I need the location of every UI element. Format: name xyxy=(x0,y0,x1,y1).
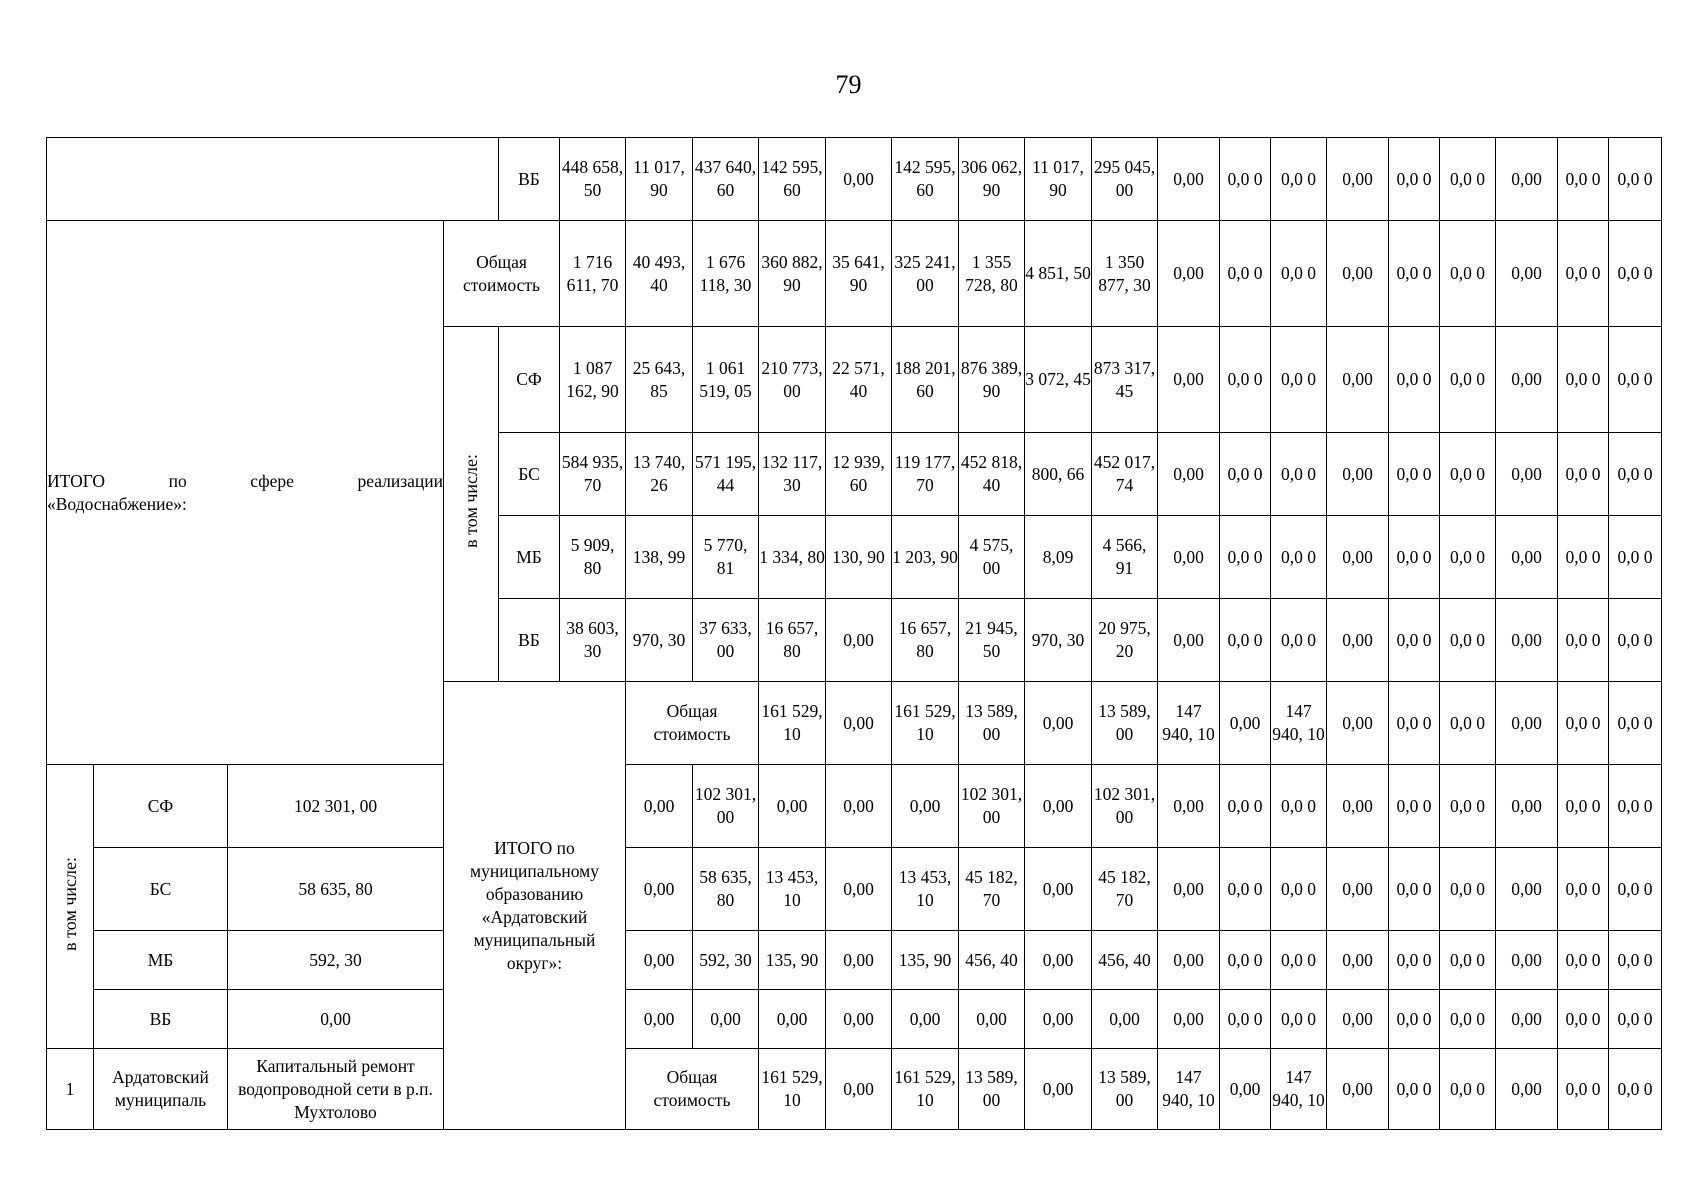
value-cell: 0,0 0 xyxy=(1558,138,1609,221)
value-cell: 0,0 0 xyxy=(1271,931,1327,990)
budget-source-label: СФ xyxy=(499,327,560,433)
value-cell: 0,00 xyxy=(826,599,892,682)
table-row xyxy=(47,138,1662,221)
value-cell: 0,00 xyxy=(826,848,892,931)
value-cell: 0,00 xyxy=(826,765,892,848)
value-cell: 0,0 0 xyxy=(1220,433,1271,516)
value-cell: 0,0 0 xyxy=(1440,990,1496,1049)
value-cell: 161 529, 10 xyxy=(892,682,959,765)
value-cell: 0,0 0 xyxy=(1220,765,1271,848)
budget-source-label: Общая стоимость xyxy=(626,682,759,765)
value-cell: 13 589, 00 xyxy=(1092,1049,1158,1130)
value-cell: 0,00 xyxy=(1158,990,1220,1049)
value-cell: 1 355 728, 80 xyxy=(959,221,1025,327)
value-cell: 147 940, 10 xyxy=(1271,682,1327,765)
value-cell: 0,0 0 xyxy=(1220,221,1271,327)
budget-source-label: Общая стоимость xyxy=(444,221,560,327)
value-cell: 800, 66 xyxy=(1025,433,1092,516)
municipality-name: Ардатовский муниципаль xyxy=(94,1049,228,1130)
value-cell: 38 603, 30 xyxy=(560,599,626,682)
value-cell: 0,0 0 xyxy=(1220,990,1271,1049)
value-cell: 0,00 xyxy=(1327,931,1389,990)
value-cell: 360 882, 90 xyxy=(759,221,826,327)
value-cell: 0,0 0 xyxy=(1440,138,1496,221)
value-cell: 0,00 xyxy=(1025,848,1092,931)
value-cell: 306 062, 90 xyxy=(959,138,1025,221)
value-cell: 0,0 0 xyxy=(1440,516,1496,599)
value-cell: 4 851, 50 xyxy=(1025,221,1092,327)
value-cell: 325 241, 00 xyxy=(892,221,959,327)
value-cell: 437 640, 60 xyxy=(693,138,759,221)
value-cell: 40 493, 40 xyxy=(626,221,693,327)
value-cell: 0,0 0 xyxy=(1389,931,1440,990)
value-cell: 0,00 xyxy=(1327,516,1389,599)
value-cell: 0,00 xyxy=(1496,1049,1558,1130)
value-cell: 0,00 xyxy=(826,931,892,990)
value-cell: 102 301, 00 xyxy=(959,765,1025,848)
value-cell: 13 740, 26 xyxy=(626,433,693,516)
value-cell: 0,00 xyxy=(1496,990,1558,1049)
value-cell: 0,00 xyxy=(626,990,693,1049)
value-cell: 20 975, 20 xyxy=(1092,599,1158,682)
value-cell: 970, 30 xyxy=(626,599,693,682)
value-cell: 0,0 0 xyxy=(1271,765,1327,848)
value-cell: 0,0 0 xyxy=(1558,1049,1609,1130)
value-cell: 102 301, 00 xyxy=(228,765,444,848)
value-cell: 0,00 xyxy=(626,848,693,931)
table-row xyxy=(47,1049,1662,1130)
value-cell: 0,00 xyxy=(1327,765,1389,848)
value-cell: 0,00 xyxy=(892,990,959,1049)
value-cell: 12 939, 60 xyxy=(826,433,892,516)
value-cell: 0,0 0 xyxy=(1609,599,1662,682)
value-cell: 0,0 0 xyxy=(1558,931,1609,990)
table-row xyxy=(47,221,1662,327)
value-cell: 45 182, 70 xyxy=(1092,848,1158,931)
value-cell: 0,0 0 xyxy=(1271,599,1327,682)
value-cell: 0,00 xyxy=(1327,848,1389,931)
value-cell: 584 935, 70 xyxy=(560,433,626,516)
value-cell: 35 641, 90 xyxy=(826,221,892,327)
value-cell: 13 453, 10 xyxy=(759,848,826,931)
value-cell: 448 658, 50 xyxy=(560,138,626,221)
budget-source-label: Общая стоимость xyxy=(626,1049,759,1130)
value-cell: 0,0 0 xyxy=(1440,765,1496,848)
value-cell: 0,00 xyxy=(1158,516,1220,599)
value-cell: 0,00 xyxy=(1496,516,1558,599)
value-cell: 0,00 xyxy=(759,765,826,848)
value-cell: 0,0 0 xyxy=(1609,1049,1662,1130)
value-cell: 0,00 xyxy=(693,990,759,1049)
value-cell: 0,00 xyxy=(1220,682,1271,765)
value-cell: 4 575, 00 xyxy=(959,516,1025,599)
value-cell: 0,00 xyxy=(1025,765,1092,848)
value-cell: 0,0 0 xyxy=(1609,848,1662,931)
value-cell: 0,0 0 xyxy=(1558,221,1609,327)
value-cell: 0,0 0 xyxy=(1389,1049,1440,1130)
value-cell: 0,00 xyxy=(1327,1049,1389,1130)
value-cell: 0,0 0 xyxy=(1558,433,1609,516)
value-cell: 45 182, 70 xyxy=(959,848,1025,931)
value-cell: 8,09 xyxy=(1025,516,1092,599)
table-row xyxy=(47,848,1662,931)
value-cell: 0,00 xyxy=(1496,848,1558,931)
value-cell: 147 940, 10 xyxy=(1271,1049,1327,1130)
value-cell: 0,0 0 xyxy=(1558,599,1609,682)
value-cell: 0,00 xyxy=(1158,931,1220,990)
value-cell: 0,00 xyxy=(626,765,693,848)
value-cell: 0,0 0 xyxy=(1558,765,1609,848)
value-cell: 970, 30 xyxy=(1025,599,1092,682)
value-cell: 0,0 0 xyxy=(1609,221,1662,327)
value-cell: 0,0 0 xyxy=(1440,599,1496,682)
budget-source-label: ВБ xyxy=(499,138,560,221)
value-cell: 0,0 0 xyxy=(1220,599,1271,682)
value-cell: 21 945, 50 xyxy=(959,599,1025,682)
value-cell: 0,00 xyxy=(1092,990,1158,1049)
value-cell: 16 657, 80 xyxy=(759,599,826,682)
value-cell: 0,0 0 xyxy=(1389,433,1440,516)
value-cell: 147 940, 10 xyxy=(1158,682,1220,765)
value-cell: 58 635, 80 xyxy=(693,848,759,931)
value-cell: 11 017, 90 xyxy=(1025,138,1092,221)
value-cell: 102 301, 00 xyxy=(693,765,759,848)
value-cell: 0,00 xyxy=(1158,327,1220,433)
value-cell: 0,0 0 xyxy=(1220,327,1271,433)
value-cell: 13 589, 00 xyxy=(959,682,1025,765)
value-cell: 0,0 0 xyxy=(1220,516,1271,599)
including-label: в том числе: xyxy=(444,327,499,682)
value-cell: 210 773, 00 xyxy=(759,327,826,433)
budget-source-label: ВБ xyxy=(499,599,560,682)
including-label: в том числе: xyxy=(47,765,94,1049)
object-name: Капитальный ремонт водопроводной сети в р.п. Мухтолово xyxy=(228,1049,444,1130)
value-cell: 135, 90 xyxy=(759,931,826,990)
value-cell: 4 566, 91 xyxy=(1092,516,1158,599)
value-cell: 1 334, 80 xyxy=(759,516,826,599)
value-cell: 0,0 0 xyxy=(1389,848,1440,931)
value-cell: 0,00 xyxy=(1496,433,1558,516)
value-cell: 452 818, 40 xyxy=(959,433,1025,516)
value-cell: 0,00 xyxy=(1496,221,1558,327)
value-cell: 0,00 xyxy=(1327,682,1389,765)
value-cell: 0,00 xyxy=(1327,433,1389,516)
value-cell: 0,0 0 xyxy=(1440,682,1496,765)
value-cell: 0,0 0 xyxy=(1609,516,1662,599)
value-cell: 0,00 xyxy=(1158,221,1220,327)
value-cell: 0,00 xyxy=(1158,138,1220,221)
group-label: ИТОГО по сфере реализации «Водоснабжение»: xyxy=(47,221,444,765)
value-cell: 0,0 0 xyxy=(1389,138,1440,221)
value-cell: 456, 40 xyxy=(1092,931,1158,990)
budget-source-label: МБ xyxy=(94,931,228,990)
value-cell: 0,0 0 xyxy=(1271,433,1327,516)
value-cell: 161 529, 10 xyxy=(759,1049,826,1130)
value-cell: 0,0 0 xyxy=(1271,221,1327,327)
value-cell: 0,00 xyxy=(1158,433,1220,516)
table-row xyxy=(47,931,1662,990)
value-cell: 0,00 xyxy=(826,138,892,221)
value-cell: 0,0 0 xyxy=(1389,327,1440,433)
value-cell: 0,0 0 xyxy=(1389,990,1440,1049)
value-cell: 1 350 877, 30 xyxy=(1092,221,1158,327)
value-cell: 0,0 0 xyxy=(1609,682,1662,765)
value-cell: 138, 99 xyxy=(626,516,693,599)
value-cell: 0,0 0 xyxy=(1271,327,1327,433)
value-cell: 0,0 0 xyxy=(1558,990,1609,1049)
value-cell: 0,0 0 xyxy=(1440,931,1496,990)
budget-source-label: ВБ xyxy=(94,990,228,1049)
value-cell: 0,00 xyxy=(1496,931,1558,990)
value-cell: 0,0 0 xyxy=(1440,221,1496,327)
value-cell: 0,0 0 xyxy=(1609,931,1662,990)
value-cell: 130, 90 xyxy=(826,516,892,599)
value-cell: 0,00 xyxy=(1327,990,1389,1049)
value-cell: 13 453, 10 xyxy=(892,848,959,931)
value-cell: 58 635, 80 xyxy=(228,848,444,931)
value-cell: 0,00 xyxy=(1158,599,1220,682)
budget-table xyxy=(46,137,1662,1130)
value-cell: 0,00 xyxy=(1327,221,1389,327)
value-cell: 119 177, 70 xyxy=(892,433,959,516)
budget-source-label: БС xyxy=(499,433,560,516)
value-cell: 0,0 0 xyxy=(1558,327,1609,433)
value-cell: 571 195, 44 xyxy=(693,433,759,516)
budget-source-label: СФ xyxy=(94,765,228,848)
value-cell: 1 716 611, 70 xyxy=(560,221,626,327)
value-cell: 0,0 0 xyxy=(1609,327,1662,433)
table-row xyxy=(47,765,1662,848)
value-cell: 0,00 xyxy=(1496,138,1558,221)
value-cell: 1 061 519, 05 xyxy=(693,327,759,433)
value-cell: 873 317, 45 xyxy=(1092,327,1158,433)
value-cell: 161 529, 10 xyxy=(892,1049,959,1130)
value-cell: 0,0 0 xyxy=(1389,682,1440,765)
value-cell: 0,00 xyxy=(759,990,826,1049)
value-cell: 0,0 0 xyxy=(1389,221,1440,327)
value-cell: 0,0 0 xyxy=(1271,516,1327,599)
value-cell: 0,00 xyxy=(826,1049,892,1130)
value-cell: 3 072, 45 xyxy=(1025,327,1092,433)
value-cell: 0,0 0 xyxy=(1271,990,1327,1049)
value-cell: 0,0 0 xyxy=(1609,433,1662,516)
value-cell: 0,0 0 xyxy=(1440,327,1496,433)
empty-label-cell xyxy=(47,138,499,221)
value-cell: 1 676 118, 30 xyxy=(693,221,759,327)
value-cell: 0,0 0 xyxy=(1440,1049,1496,1130)
value-cell: 0,00 xyxy=(1220,1049,1271,1130)
value-cell: 295 045, 00 xyxy=(1092,138,1158,221)
value-cell: 0,00 xyxy=(228,990,444,1049)
value-cell: 0,00 xyxy=(1327,327,1389,433)
value-cell: 452 017, 74 xyxy=(1092,433,1158,516)
value-cell: 132 117, 30 xyxy=(759,433,826,516)
value-cell: 876 389, 90 xyxy=(959,327,1025,433)
value-cell: 0,00 xyxy=(1496,765,1558,848)
value-cell: 0,0 0 xyxy=(1609,138,1662,221)
value-cell: 16 657, 80 xyxy=(892,599,959,682)
value-cell: 0,0 0 xyxy=(1609,990,1662,1049)
value-cell: 0,0 0 xyxy=(1389,599,1440,682)
value-cell: 0,00 xyxy=(1327,599,1389,682)
group-label: ИТОГО по муниципальному образованию «Ардатовский муниципальный округ»: xyxy=(444,682,626,1130)
value-cell: 135, 90 xyxy=(892,931,959,990)
value-cell: 0,00 xyxy=(626,931,693,990)
value-cell: 0,00 xyxy=(1025,931,1092,990)
item-number: 1 xyxy=(47,1049,94,1130)
value-cell: 0,00 xyxy=(1496,599,1558,682)
value-cell: 0,0 0 xyxy=(1220,848,1271,931)
value-cell: 37 633, 00 xyxy=(693,599,759,682)
value-cell: 1 203, 90 xyxy=(892,516,959,599)
value-cell: 5 770, 81 xyxy=(693,516,759,599)
value-cell: 11 017, 90 xyxy=(626,138,693,221)
value-cell: 25 643, 85 xyxy=(626,327,693,433)
value-cell: 0,0 0 xyxy=(1389,765,1440,848)
value-cell: 0,00 xyxy=(1496,682,1558,765)
value-cell: 0,0 0 xyxy=(1558,516,1609,599)
value-cell: 0,0 0 xyxy=(1389,516,1440,599)
budget-source-label: БС xyxy=(94,848,228,931)
value-cell: 5 909, 80 xyxy=(560,516,626,599)
value-cell: 161 529, 10 xyxy=(759,682,826,765)
budget-source-label: МБ xyxy=(499,516,560,599)
value-cell: 0,0 0 xyxy=(1558,848,1609,931)
value-cell: 0,00 xyxy=(1158,848,1220,931)
value-cell: 22 571, 40 xyxy=(826,327,892,433)
value-cell: 456, 40 xyxy=(959,931,1025,990)
value-cell: 0,00 xyxy=(826,990,892,1049)
value-cell: 0,00 xyxy=(1158,765,1220,848)
value-cell: 1 087 162, 90 xyxy=(560,327,626,433)
value-cell: 0,00 xyxy=(1327,138,1389,221)
value-cell: 0,0 0 xyxy=(1440,433,1496,516)
page-number: 79 xyxy=(835,70,862,99)
value-cell: 102 301, 00 xyxy=(1092,765,1158,848)
value-cell: 0,00 xyxy=(892,765,959,848)
value-cell: 0,0 0 xyxy=(1220,931,1271,990)
value-cell: 0,00 xyxy=(1025,1049,1092,1130)
value-cell: 13 589, 00 xyxy=(959,1049,1025,1130)
value-cell: 0,0 0 xyxy=(1440,848,1496,931)
value-cell: 0,0 0 xyxy=(1558,682,1609,765)
value-cell: 0,0 0 xyxy=(1220,138,1271,221)
value-cell: 147 940, 10 xyxy=(1158,1049,1220,1130)
value-cell: 0,0 0 xyxy=(1271,138,1327,221)
value-cell: 142 595, 60 xyxy=(759,138,826,221)
value-cell: 0,00 xyxy=(826,682,892,765)
value-cell: 0,00 xyxy=(959,990,1025,1049)
value-cell: 142 595, 60 xyxy=(892,138,959,221)
value-cell: 0,00 xyxy=(1025,990,1092,1049)
value-cell: 0,0 0 xyxy=(1609,765,1662,848)
value-cell: 0,0 0 xyxy=(1271,848,1327,931)
value-cell: 592, 30 xyxy=(693,931,759,990)
value-cell: 188 201, 60 xyxy=(892,327,959,433)
value-cell: 0,00 xyxy=(1496,327,1558,433)
value-cell: 0,00 xyxy=(1025,682,1092,765)
value-cell: 592, 30 xyxy=(228,931,444,990)
table-row xyxy=(47,990,1662,1049)
value-cell: 13 589, 00 xyxy=(1092,682,1158,765)
